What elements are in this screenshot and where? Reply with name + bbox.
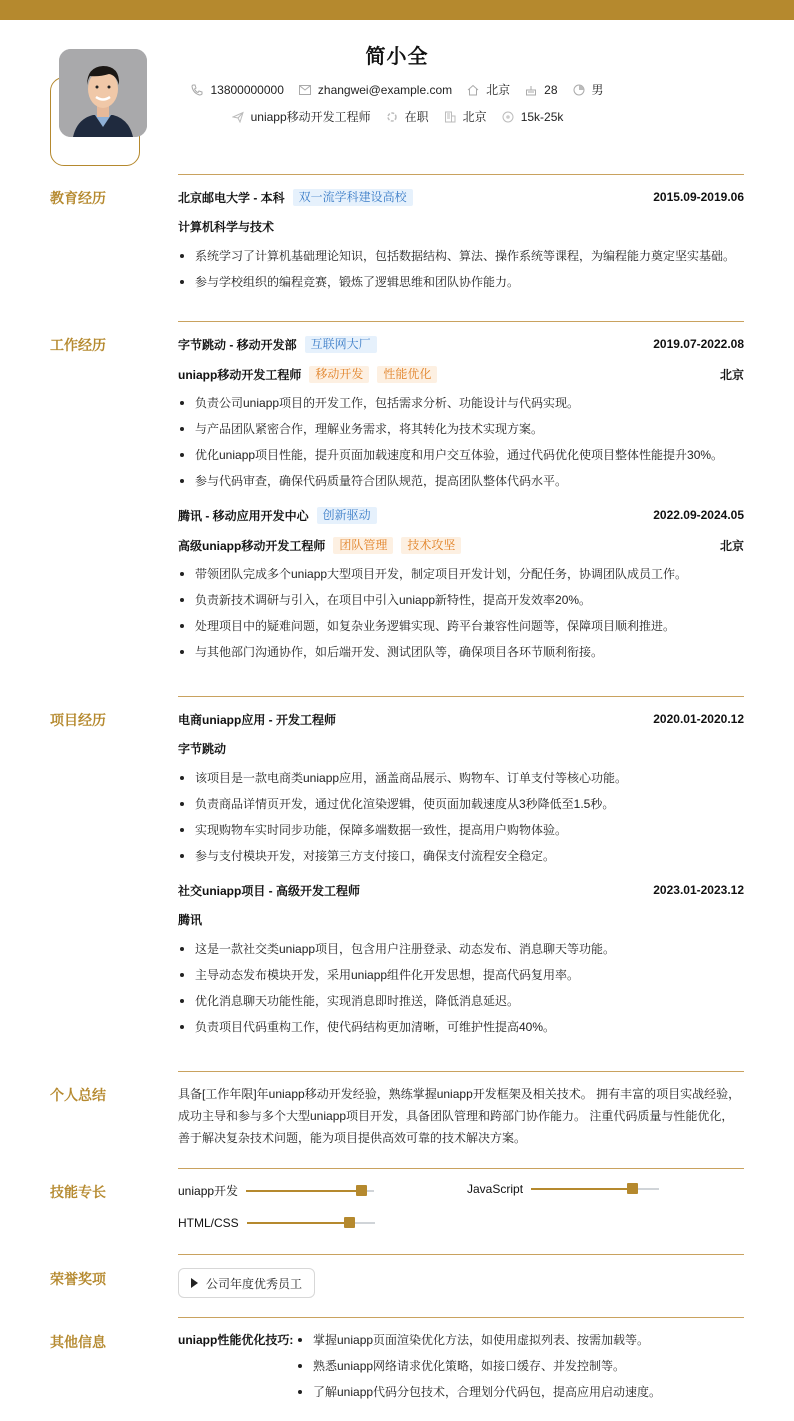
school-tag: 双一流学科建设高校 bbox=[293, 189, 413, 206]
company-tag: 互联网大厂 bbox=[305, 336, 377, 353]
phone-icon bbox=[190, 83, 204, 97]
section-title-awards: 荣誉奖项 bbox=[50, 1271, 106, 1287]
divider bbox=[178, 1254, 744, 1255]
skill-slider[interactable] bbox=[247, 1222, 375, 1224]
contact-city: 北京 bbox=[466, 81, 510, 98]
role-tag: 技术攻坚 bbox=[401, 537, 461, 554]
company-name: 腾讯 - 移动应用开发中心 bbox=[178, 508, 309, 523]
work-location: 北京 bbox=[719, 538, 744, 553]
divider bbox=[178, 174, 744, 175]
award-item[interactable] bbox=[178, 1268, 315, 1298]
role-row bbox=[178, 535, 744, 555]
section-title-education: 教育经历 bbox=[50, 190, 106, 206]
list-item: 与产品团队紧密合作，理解业务需求，将其转化为技术实现方案。 bbox=[178, 416, 744, 442]
list-item: 负责公司uniapp项目的开发工作，包括需求分析、功能设计与代码实现。 bbox=[178, 390, 744, 416]
role-tag: 团队管理 bbox=[333, 537, 393, 554]
company-tag: 创新驱动 bbox=[317, 507, 377, 524]
list-item: 主导动态发布模块开发，采用uniapp组件化开发思想，提高代码复用率。 bbox=[178, 962, 744, 988]
list-item: 处理项目中的疑难问题，如复杂业务逻辑实现、跨平台兼容性问题等，保障项目顺利推进。 bbox=[178, 613, 744, 639]
skills-section bbox=[178, 1181, 744, 1251]
list-item: 负责新技术调研与引入，在项目中引入uniapp新特性，提高开发效率20%。 bbox=[178, 587, 744, 613]
intent-city: 北京 bbox=[443, 108, 487, 125]
work-date: 2022.09-2024.05 bbox=[653, 508, 744, 522]
project-item bbox=[178, 880, 744, 1040]
awards-section bbox=[178, 1268, 744, 1298]
work-item bbox=[178, 505, 744, 665]
list-item: 与其他部门沟通协作，如后端开发、测试团队等，确保项目各环节顺利衔接。 bbox=[178, 639, 744, 665]
project-bullets bbox=[178, 765, 744, 869]
play-icon bbox=[191, 1278, 198, 1288]
project-date: 2020.01-2020.12 bbox=[653, 712, 744, 726]
list-item: 这是一款社交类uniapp项目，包含用户注册登录、动态发布、消息聊天等功能。 bbox=[178, 936, 744, 962]
skill-item bbox=[178, 1182, 374, 1199]
divider bbox=[178, 1071, 744, 1072]
divider bbox=[178, 321, 744, 322]
skill-slider-thumb[interactable] bbox=[356, 1185, 367, 1196]
section-title-skills: 技能专长 bbox=[50, 1184, 106, 1200]
home-icon bbox=[466, 83, 480, 97]
skill-slider[interactable] bbox=[531, 1188, 659, 1190]
section-title-summary: 个人总结 bbox=[50, 1087, 106, 1103]
building-icon bbox=[443, 110, 457, 124]
list-item: 优化消息聊天功能性能，实现消息即时推送，降低消息延迟。 bbox=[178, 988, 744, 1014]
age-icon bbox=[524, 83, 538, 97]
list-item: 实现购物车实时同步功能，保障多端数据一致性，提高用户购物体验。 bbox=[178, 817, 744, 843]
salary-icon bbox=[501, 110, 515, 124]
contact-row-2 bbox=[0, 108, 794, 125]
top-accent-bar bbox=[0, 0, 794, 20]
contact-age: 28 bbox=[524, 83, 557, 97]
contact-row-1 bbox=[0, 81, 794, 98]
section-title-work: 工作经历 bbox=[50, 337, 106, 353]
projects-section bbox=[178, 709, 744, 1040]
skill-item bbox=[467, 1182, 659, 1196]
role-tag: 移动开发 bbox=[309, 366, 369, 383]
list-item: 了解uniapp代码分包技术，合理划分代码包，提高应用启动速度。 bbox=[296, 1379, 661, 1405]
school-name: 北京邮电大学 - 本科 bbox=[178, 190, 285, 205]
skill-slider[interactable] bbox=[246, 1190, 374, 1192]
role-row bbox=[178, 364, 744, 384]
project-item bbox=[178, 709, 744, 869]
list-item: 参与学校组织的编程竞赛，锻炼了逻辑思维和团队协作能力。 bbox=[178, 269, 744, 295]
mail-icon bbox=[298, 83, 312, 97]
section-title-projects: 项目经历 bbox=[50, 712, 106, 728]
other-section bbox=[178, 1327, 744, 1405]
send-icon bbox=[231, 110, 245, 124]
section-title-other: 其他信息 bbox=[50, 1334, 106, 1350]
work-header bbox=[178, 505, 744, 525]
work-bullets bbox=[178, 561, 744, 665]
list-item: 该项目是一款电商类uniapp应用，涵盖商品展示、购物车、订单支付等核心功能。 bbox=[178, 765, 744, 791]
work-section bbox=[178, 334, 744, 665]
job-status: 在职 bbox=[385, 108, 429, 125]
work-bullets bbox=[178, 390, 744, 494]
project-header bbox=[178, 880, 744, 900]
list-item: 带领团队完成多个uniapp大型项目开发，制定项目开发计划，分配任务，协调团队成员工作。 bbox=[178, 561, 744, 587]
list-item: 负责商品详情页开发，通过优化渲染逻辑，使页面加载速度从3秒降低至1.5秒。 bbox=[178, 791, 744, 817]
skill-label: JavaScript bbox=[467, 1182, 524, 1196]
candidate-name: 简小全 bbox=[365, 46, 429, 68]
role-title: uniapp移动开发工程师 bbox=[178, 367, 302, 382]
divider bbox=[178, 1168, 744, 1169]
divider bbox=[178, 1317, 744, 1318]
contact-email: zhangwei@example.com bbox=[298, 83, 452, 97]
list-item: 系统学习了计算机基础理论知识，包括数据结构、算法、操作系统等课程，为编程能力奠定坚实基础。 bbox=[178, 243, 744, 269]
major: 计算机科学与技术 bbox=[178, 220, 275, 234]
list-item: 参与支付模块开发，对接第三方支付接口，确保支付流程安全稳定。 bbox=[178, 843, 744, 869]
work-date: 2019.07-2022.08 bbox=[653, 337, 744, 351]
list-item: 掌握uniapp页面渲染优化方法，如使用虚拟列表、按需加载等。 bbox=[296, 1327, 661, 1353]
other-label: uniapp性能优化技巧: bbox=[178, 1333, 294, 1347]
contact-gender: 男 bbox=[572, 81, 604, 98]
skill-label: HTML/CSS bbox=[178, 1216, 239, 1230]
skill-label: uniapp开发 bbox=[178, 1184, 239, 1198]
work-location: 北京 bbox=[719, 367, 744, 382]
project-header bbox=[178, 709, 744, 729]
role-tag: 性能优化 bbox=[377, 366, 437, 383]
role-title: 高级uniapp移动开发工程师 bbox=[178, 538, 326, 553]
education-header bbox=[178, 187, 744, 207]
other-bullets bbox=[296, 1327, 661, 1405]
divider bbox=[178, 696, 744, 697]
project-name: 电商uniapp应用 - 开发工程师 bbox=[178, 712, 336, 727]
project-company: 字节跳动 bbox=[178, 742, 227, 756]
list-item: 熟悉uniapp网络请求优化策略，如接口缓存、并发控制等。 bbox=[296, 1353, 661, 1379]
project-date: 2023.01-2023.12 bbox=[653, 883, 744, 897]
job-intent: uniapp移动开发工程师 bbox=[231, 108, 371, 125]
work-item bbox=[178, 334, 744, 494]
skill-slider-thumb[interactable] bbox=[344, 1217, 355, 1228]
education-section bbox=[178, 187, 744, 295]
project-bullets bbox=[178, 936, 744, 1040]
list-item: 参与代码审查，确保代码质量符合团队规范，提高团队整体代码水平。 bbox=[178, 468, 744, 494]
contact-phone: 13800000000 bbox=[190, 83, 283, 97]
project-name: 社交uniapp项目 - 高级开发工程师 bbox=[178, 883, 360, 898]
summary-text: 具备[工作年限]年uniapp移动开发经验，熟练掌握uniapp开发框架及相关技术。 拥有丰富的项目实战经验，成功主导和参与多个大型uniapp项目开发，具备团队管理和跨部门协作能力。 注重代码质量与性能优化，善于解决复杂技术问题，能为项目提供高效可靠的技术解决方案。 bbox=[178, 1087, 741, 1145]
skill-item bbox=[178, 1216, 375, 1230]
skill-slider-thumb[interactable] bbox=[627, 1183, 638, 1194]
expected-salary: 15k-25k bbox=[501, 110, 564, 124]
company-name: 字节跳动 - 移动开发部 bbox=[178, 337, 297, 352]
list-item: 优化uniapp项目性能，提升页面加载速度和用户交互体验，通过代码优化使项目整体性能提升30%。 bbox=[178, 442, 744, 468]
education-date: 2015.09-2019.06 bbox=[653, 190, 744, 204]
education-bullets bbox=[178, 243, 744, 295]
project-company: 腾讯 bbox=[178, 913, 203, 927]
work-header bbox=[178, 334, 744, 354]
resume-page bbox=[0, 20, 794, 1421]
award-label: 公司年度优秀员工 bbox=[206, 1276, 303, 1291]
list-item: 负责项目代码重构工作，使代码结构更加清晰，可维护性提高40%。 bbox=[178, 1014, 744, 1040]
status-icon bbox=[385, 110, 399, 124]
gender-icon bbox=[572, 83, 586, 97]
